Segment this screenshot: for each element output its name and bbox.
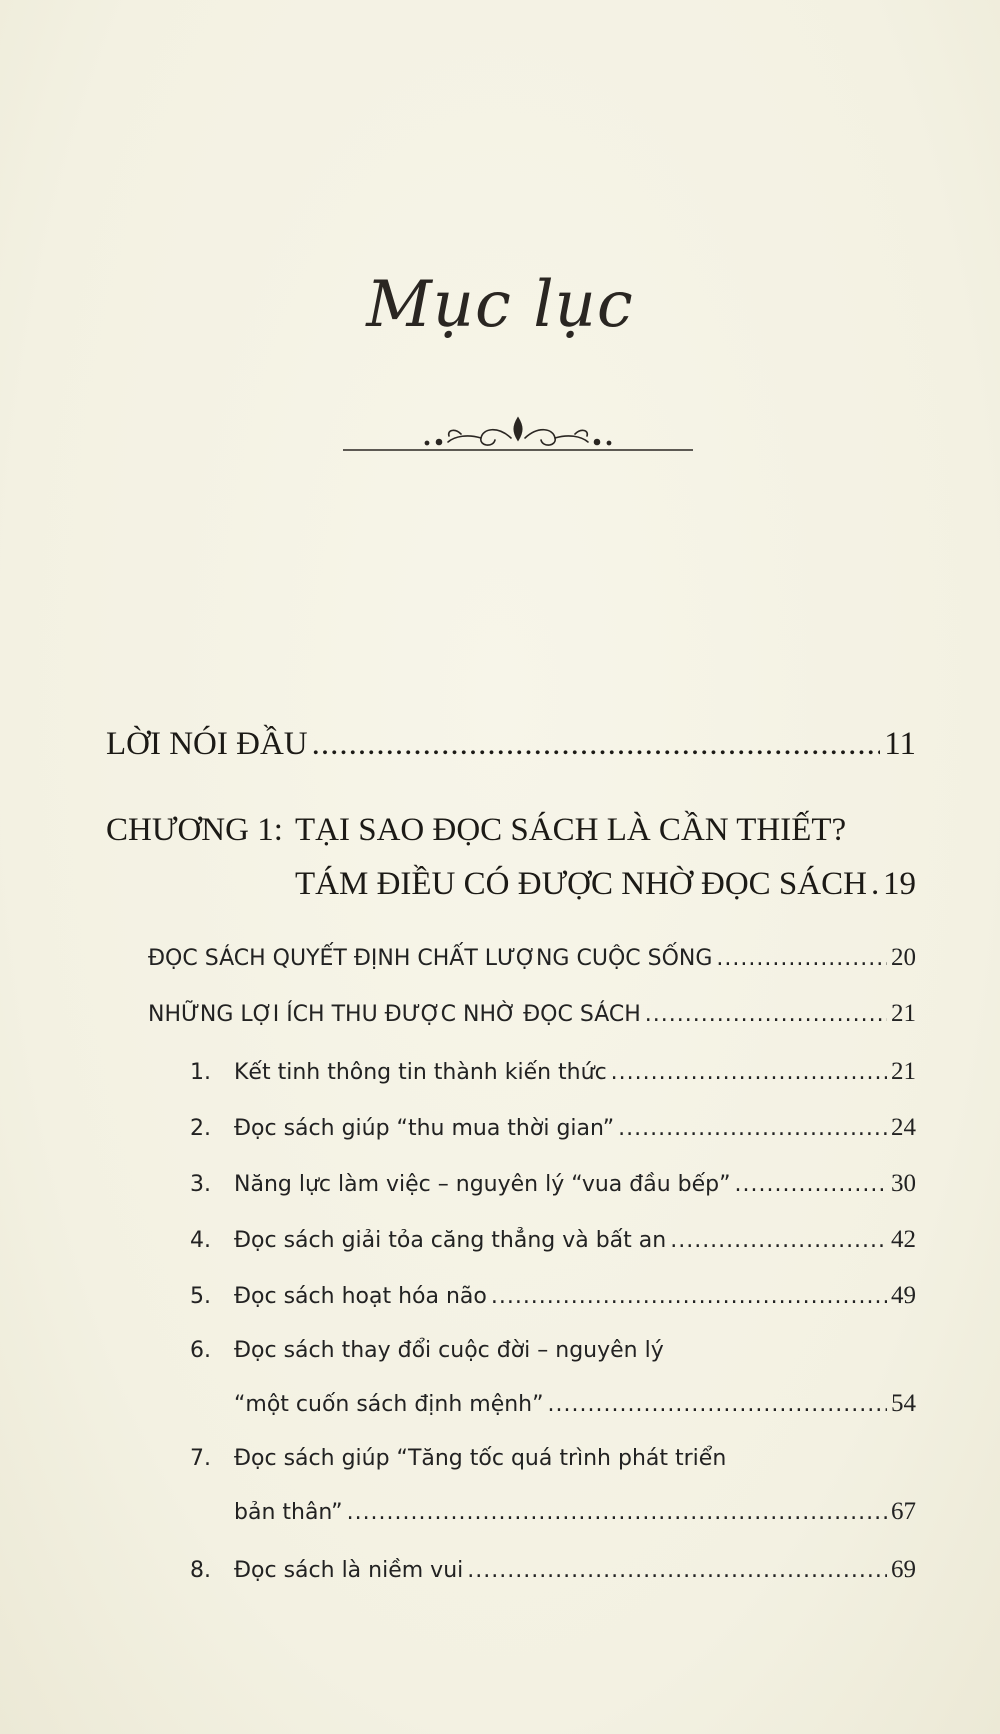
page-title: Mục lục bbox=[366, 268, 634, 342]
leader-dots bbox=[871, 866, 879, 903]
item-number: 7. bbox=[190, 1446, 211, 1471]
chapter-label: CHƯƠNG 1: bbox=[106, 812, 283, 848]
toc-page-number: 21 bbox=[891, 1058, 916, 1085]
toc-entry-label: Đọc sách giúp “Tăng tốc quá trình phát triển bbox=[234, 1446, 727, 1471]
toc-entry-label: Năng lực làm việc – nguyên lý “vua đầu bếp” bbox=[234, 1172, 731, 1197]
toc-entry-label-line2: “một cuốn sách định mệnh” bbox=[234, 1392, 544, 1417]
item-number: 4. bbox=[190, 1228, 211, 1253]
chapter-title-line2: TÁM ĐIỀU CÓ ĐƯỢC NHỜ ĐỌC SÁCH bbox=[295, 866, 867, 902]
toc-page-number: 42 bbox=[891, 1226, 916, 1253]
toc-entry-item[interactable] bbox=[190, 1226, 916, 1254]
leader-dots bbox=[467, 1558, 887, 1583]
chapter-title-line1: TẠI SAO ĐỌC SÁCH LÀ CẦN THIẾT? bbox=[295, 812, 847, 848]
toc-entry-section[interactable] bbox=[148, 1000, 916, 1028]
toc-entry-item[interactable] bbox=[190, 1556, 916, 1584]
toc-entry-label: Đọc sách giúp “thu mua thời gian” bbox=[234, 1116, 615, 1141]
leader-dots bbox=[548, 1392, 887, 1417]
item-number: 8. bbox=[190, 1558, 211, 1583]
toc-entry-section[interactable] bbox=[148, 944, 916, 972]
toc-entry-chapter1[interactable] bbox=[295, 866, 916, 903]
toc-page-number: 69 bbox=[891, 1556, 916, 1583]
toc-entry-preface[interactable] bbox=[106, 726, 916, 763]
ornament-divider bbox=[343, 408, 693, 458]
item-number: 3. bbox=[190, 1172, 211, 1197]
leader-dots bbox=[312, 726, 881, 763]
toc-page-number: 24 bbox=[891, 1114, 916, 1141]
toc-page-number: 19 bbox=[883, 866, 916, 902]
toc-entry-item-line1 bbox=[190, 1338, 664, 1363]
toc-page-number: 67 bbox=[891, 1498, 916, 1525]
toc-entry-label: Đọc sách hoạt hóa não bbox=[234, 1284, 487, 1309]
leader-dots bbox=[491, 1284, 887, 1309]
item-number: 1. bbox=[190, 1060, 211, 1085]
leader-dots bbox=[347, 1500, 887, 1525]
toc-entry-label: Đọc sách giải tỏa căng thẳng và bất an bbox=[234, 1228, 667, 1253]
leader-dots bbox=[611, 1060, 887, 1085]
leader-dots bbox=[645, 1002, 887, 1027]
leader-dots bbox=[618, 1116, 887, 1141]
leader-dots bbox=[735, 1172, 887, 1197]
toc-page-number: 30 bbox=[891, 1170, 916, 1197]
toc-entry-label: Đọc sách thay đổi cuộc đời – nguyên lý bbox=[234, 1338, 664, 1363]
toc-page-number: 54 bbox=[891, 1390, 916, 1417]
toc-entry-label: Đọc sách là niềm vui bbox=[234, 1558, 464, 1583]
toc-entry-label: ĐỌC SÁCH QUYẾT ĐỊNH CHẤT LƯỢNG CUỘC SỐNG bbox=[148, 946, 713, 971]
leader-dots bbox=[716, 946, 887, 971]
toc-entry-item[interactable] bbox=[190, 1114, 916, 1142]
toc-entry-item[interactable] bbox=[190, 1282, 916, 1310]
toc-entry-item[interactable] bbox=[234, 1390, 916, 1418]
toc-entry-item[interactable] bbox=[190, 1058, 916, 1086]
toc-page-number: 20 bbox=[891, 944, 916, 971]
toc-entry-label-line2: bản thân” bbox=[234, 1500, 343, 1525]
toc-entry-label: Kết tinh thông tin thành kiến thức bbox=[234, 1060, 607, 1085]
toc-entry-label: LỜI NÓI ĐẦU bbox=[106, 726, 308, 762]
item-number: 6. bbox=[190, 1338, 211, 1363]
toc-entry-item[interactable] bbox=[190, 1170, 916, 1198]
leader-dots bbox=[670, 1228, 887, 1253]
toc-entry-item[interactable] bbox=[234, 1498, 916, 1526]
toc-page-number: 49 bbox=[891, 1282, 916, 1309]
item-number: 2. bbox=[190, 1116, 211, 1141]
toc-page-number: 11 bbox=[884, 726, 916, 762]
toc-page-number: 21 bbox=[891, 1000, 916, 1027]
toc-entry-label: NHỮNG LỢI ÍCH THU ĐƯỢC NHỜ ĐỌC SÁCH bbox=[148, 1002, 641, 1027]
item-number: 5. bbox=[190, 1284, 211, 1309]
toc-entry-item-line1 bbox=[190, 1446, 726, 1471]
